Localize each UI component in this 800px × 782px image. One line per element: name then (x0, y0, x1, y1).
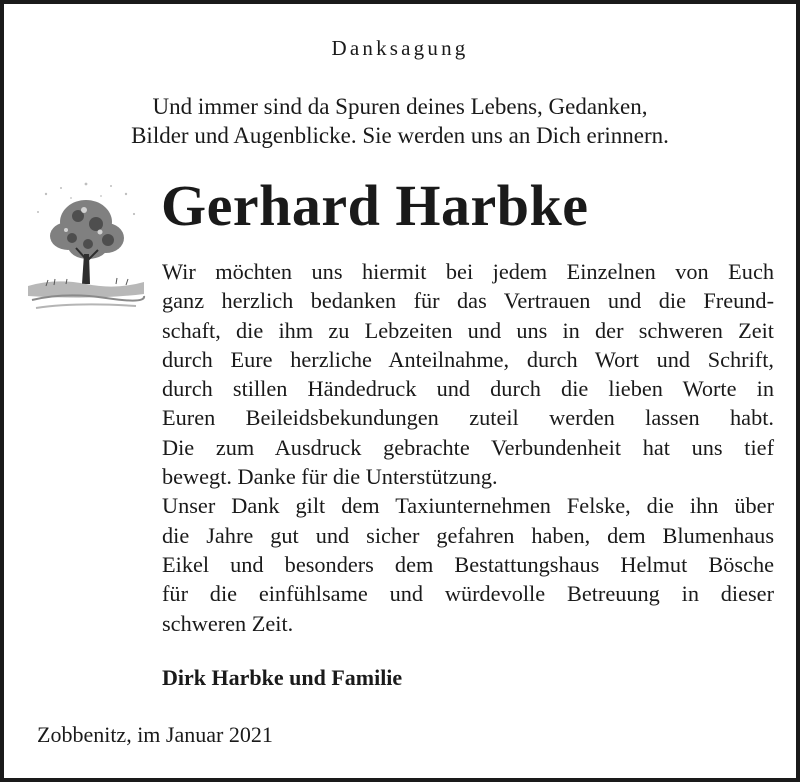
text-line: durch stillen Händedruck und durch die lieben Worte in (162, 376, 774, 402)
quote-line: Und immer sind da Spuren deines Lebens, Gedanken, (152, 94, 648, 119)
notice-heading: Danksagung (331, 36, 469, 60)
text-line: schaft, die ihm zu Lebzeiten und uns in der schweren Zeit (162, 317, 774, 343)
text-line: Euren Beileidsbekundungen zuteil werden lassen habt. (162, 405, 774, 431)
tree-landscape-icon (26, 174, 146, 314)
text-line: Die zum Ausdruck gebrachte Verbundenheit hat uns tief (162, 434, 774, 460)
quote-line: Bilder und Augenblicke. Sie werden uns an Dich erinnern. (131, 123, 669, 148)
text-line: Unser Dank gilt dem Taxiunternehmen Felske, die ihn über (162, 493, 774, 519)
text-line: Eikel und besonders dem Bestattungshaus Helmut Bösche (162, 551, 774, 577)
memorial-quote (4, 92, 796, 150)
text-line: bewegt. Danke für die Unterstützung. (162, 464, 498, 490)
text-line: ganz herzlich bedanken für das Vertrauen und die Freund- (162, 288, 774, 314)
text-line: durch Eure herzliche Anteilnahme, durch Wort und Schrift, (162, 346, 774, 372)
deceased-name: Gerhard Harbke (161, 173, 589, 238)
text-line: die Jahre gut und sicher gefahren haben, dem Blumenhaus (162, 522, 774, 548)
thank-you-text (162, 257, 774, 638)
place-date: Zobbenitz, im Januar 2021 (37, 722, 273, 747)
text-line: schweren Zeit. (162, 610, 294, 636)
text-line: für die einfühlsame und würdevolle Betreuung in dieser (162, 581, 774, 607)
signature: Dirk Harbke und Familie (162, 665, 403, 690)
text-line: Wir möchten uns hiermit bei jedem Einzelnen von Euch (162, 259, 774, 284)
